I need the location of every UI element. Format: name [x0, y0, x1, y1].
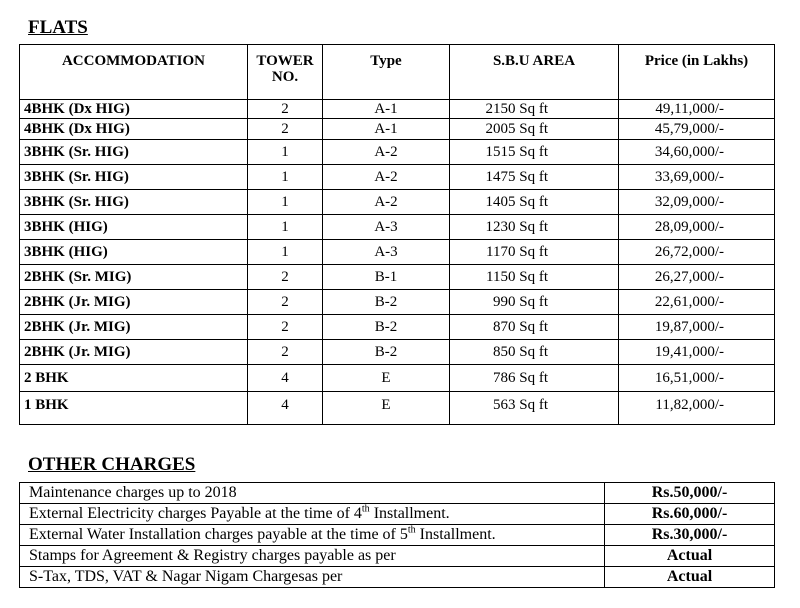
flat-accommodation: 2BHK (Sr. MIG)	[20, 265, 248, 290]
flat-tower-no: 1	[248, 215, 323, 240]
charge-row	[20, 546, 775, 567]
charge-row	[20, 567, 775, 588]
flat-tower-no: 1	[248, 240, 323, 265]
flat-price: 34,60,000/-	[619, 140, 775, 165]
charge-amount: Rs.30,000/-	[605, 525, 775, 546]
flat-sbu-area: 1475 Sq ft	[450, 165, 619, 190]
flat-price: 28,09,000/-	[619, 215, 775, 240]
charge-description: Maintenance charges up to 2018	[20, 483, 605, 504]
flat-tower-no: 1	[248, 190, 323, 215]
flat-row	[20, 140, 775, 165]
flat-sbu-area: 1515 Sq ft	[450, 140, 619, 165]
flat-sbu-area: 2005 Sq ft	[450, 119, 619, 140]
flat-accommodation: 3BHK (HIG)	[20, 215, 248, 240]
flats-title: FLATS	[28, 17, 88, 38]
flat-price: 16,51,000/-	[619, 365, 775, 392]
flat-accommodation: 4BHK (Dx HIG)	[20, 119, 248, 140]
flat-type: A-2	[323, 140, 450, 165]
flat-type: E	[323, 365, 450, 392]
flat-row	[20, 340, 775, 365]
flat-sbu-area: 850 Sq ft	[450, 340, 619, 365]
charge-row	[20, 483, 775, 504]
flat-type: A-1	[323, 119, 450, 140]
charge-amount: Rs.50,000/-	[605, 483, 775, 504]
charge-description: S-Tax, TDS, VAT & Nagar Nigam Chargesas per	[20, 567, 605, 588]
flat-type: E	[323, 392, 450, 425]
flats-header-row	[20, 45, 775, 100]
flat-sbu-area: 1150 Sq ft	[450, 265, 619, 290]
flat-type: A-3	[323, 240, 450, 265]
flat-sbu-area: 990 Sq ft	[450, 290, 619, 315]
flat-tower-no: 1	[248, 165, 323, 190]
flat-sbu-area: 1170 Sq ft	[450, 240, 619, 265]
charge-amount: Actual	[605, 567, 775, 588]
flat-type: A-2	[323, 190, 450, 215]
flat-accommodation: 3BHK (Sr. HIG)	[20, 190, 248, 215]
flat-tower-no: 2	[248, 315, 323, 340]
header-accommodation: ACCOMMODATION	[20, 45, 248, 100]
flat-accommodation: 2 BHK	[20, 365, 248, 392]
charge-amount: Actual	[605, 546, 775, 567]
flat-sbu-area: 563 Sq ft	[450, 392, 619, 425]
flat-type: B-2	[323, 315, 450, 340]
flat-tower-no: 2	[248, 100, 323, 119]
flat-tower-no: 2	[248, 119, 323, 140]
flat-price: 26,72,000/-	[619, 240, 775, 265]
flat-type: A-2	[323, 165, 450, 190]
header-type: Type	[323, 45, 450, 100]
flat-row	[20, 365, 775, 392]
charge-description: External Water Installation charges payable at the time of 5th Installment.	[20, 525, 605, 546]
flat-accommodation: 3BHK (Sr. HIG)	[20, 140, 248, 165]
flat-type: A-3	[323, 215, 450, 240]
charge-amount: Rs.60,000/-	[605, 504, 775, 525]
flat-accommodation: 2BHK (Jr. MIG)	[20, 315, 248, 340]
flat-row	[20, 215, 775, 240]
flat-row	[20, 240, 775, 265]
flat-price: 26,27,000/-	[619, 265, 775, 290]
flat-row	[20, 190, 775, 215]
flat-row	[20, 265, 775, 290]
flat-price: 19,41,000/-	[619, 340, 775, 365]
charge-description: External Electricity charges Payable at the time of 4th Installment.	[20, 504, 605, 525]
flat-type: A-1	[323, 100, 450, 119]
flat-row	[20, 315, 775, 340]
flat-accommodation: 2BHK (Jr. MIG)	[20, 340, 248, 365]
header-price: Price (in Lakhs)	[619, 45, 775, 100]
flat-row	[20, 100, 775, 119]
charge-description: Stamps for Agreement & Registry charges payable as per	[20, 546, 605, 567]
flat-price: 45,79,000/-	[619, 119, 775, 140]
flat-tower-no: 4	[248, 392, 323, 425]
charge-row	[20, 504, 775, 525]
flat-type: B-2	[323, 340, 450, 365]
flat-row	[20, 165, 775, 190]
flat-type: B-1	[323, 265, 450, 290]
flat-tower-no: 1	[248, 140, 323, 165]
flat-accommodation: 1 BHK	[20, 392, 248, 425]
flat-accommodation: 2BHK (Jr. MIG)	[20, 290, 248, 315]
other-charges-title: OTHER CHARGES	[28, 454, 196, 475]
flat-price: 32,09,000/-	[619, 190, 775, 215]
flat-sbu-area: 1230 Sq ft	[450, 215, 619, 240]
flat-row	[20, 290, 775, 315]
flat-row	[20, 392, 775, 425]
flat-accommodation: 3BHK (Sr. HIG)	[20, 165, 248, 190]
flat-tower-no: 2	[248, 265, 323, 290]
flats-table	[19, 44, 775, 425]
header-tower-no: TOWER NO.	[248, 45, 323, 100]
flat-tower-no: 4	[248, 365, 323, 392]
flat-price: 49,11,000/-	[619, 100, 775, 119]
flat-price: 19,87,000/-	[619, 315, 775, 340]
flat-accommodation: 4BHK (Dx HIG)	[20, 100, 248, 119]
flat-tower-no: 2	[248, 290, 323, 315]
flat-sbu-area: 870 Sq ft	[450, 315, 619, 340]
flat-price: 33,69,000/-	[619, 165, 775, 190]
flat-tower-no: 2	[248, 340, 323, 365]
flat-price: 22,61,000/-	[619, 290, 775, 315]
flat-row	[20, 119, 775, 140]
charge-row	[20, 525, 775, 546]
other-charges-table	[19, 482, 775, 588]
flat-accommodation: 3BHK (HIG)	[20, 240, 248, 265]
flat-price: 11,82,000/-	[619, 392, 775, 425]
flat-type: B-2	[323, 290, 450, 315]
flat-sbu-area: 1405 Sq ft	[450, 190, 619, 215]
header-sbu-area: S.B.U AREA	[450, 45, 619, 100]
flat-sbu-area: 2150 Sq ft	[450, 100, 619, 119]
flat-sbu-area: 786 Sq ft	[450, 365, 619, 392]
